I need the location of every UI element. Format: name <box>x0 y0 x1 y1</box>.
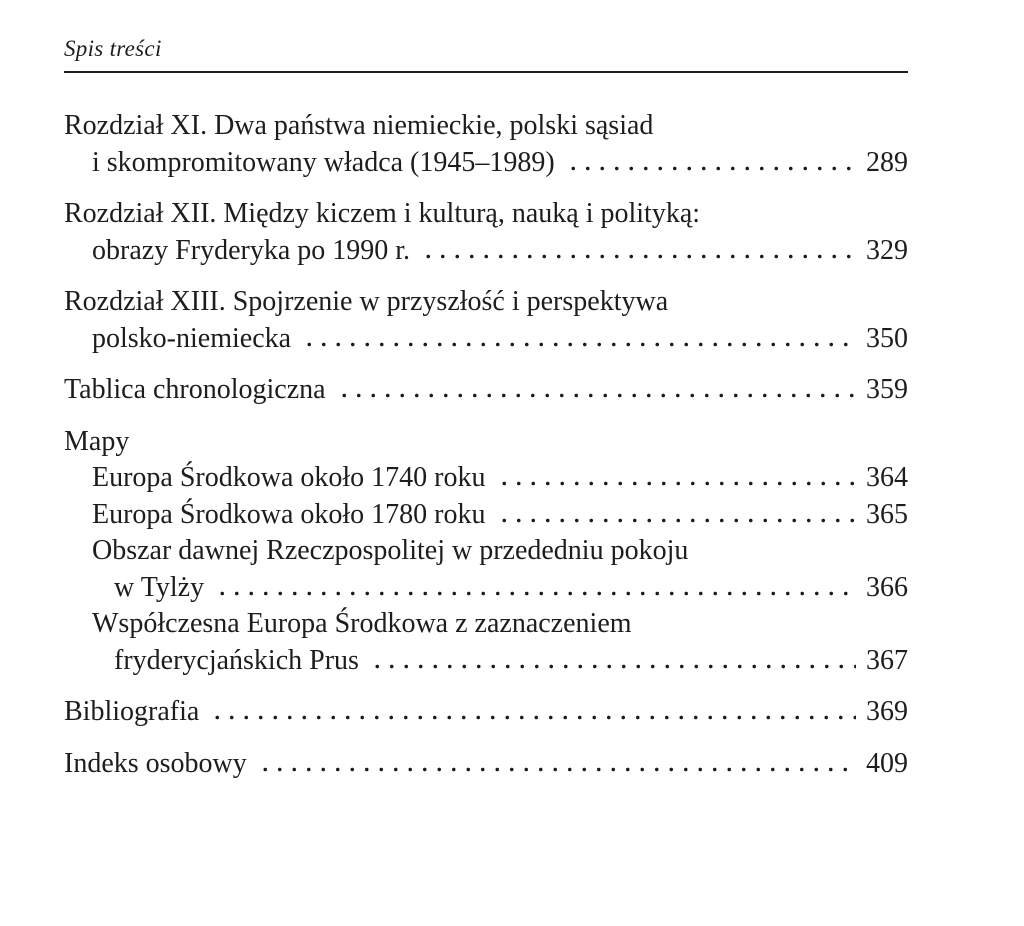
toc-line <box>64 606 908 643</box>
dot-leader <box>256 767 856 772</box>
toc-line-text: fryderycjańskich Prus <box>114 644 359 676</box>
dot-leader <box>208 715 856 720</box>
toc-line-text: Europa Środkowa około 1780 roku <box>92 498 486 530</box>
toc-line-text: obrazy Fryderyka po 1990 r. <box>92 234 411 266</box>
toc-line-text: Europa Środkowa około 1740 roku <box>92 462 486 493</box>
toc-entry-mapy <box>64 424 908 680</box>
toc-line-text: Współczesna Europa Środkowa z zaznaczeniem <box>92 608 632 639</box>
header-rule <box>64 71 908 73</box>
toc-line <box>64 460 908 497</box>
dot-leader <box>300 342 856 347</box>
toc-line <box>64 497 908 534</box>
toc-line-text: Bibliografia <box>64 696 200 727</box>
page-number: 369 <box>866 696 908 727</box>
toc-line <box>64 145 908 182</box>
toc-entry-rozdzial-xiii <box>64 284 908 357</box>
toc-line <box>64 233 908 270</box>
running-header: Spis treści <box>64 36 162 61</box>
toc-line-text: Indeks osobowy <box>64 747 247 779</box>
toc-line <box>64 284 908 321</box>
toc-line-text: Obszar dawnej Rzeczpospolitej w przededniu pokoju <box>92 535 689 566</box>
toc-entry-rozdzial-xii <box>64 196 908 269</box>
dot-leader <box>495 481 856 486</box>
page-number: 366 <box>866 571 908 603</box>
toc-entry-bibliografia <box>64 694 908 731</box>
toc-line <box>64 570 908 607</box>
toc-line-text: w Tylży <box>114 571 205 603</box>
toc-entry-indeks-osobowy <box>64 746 908 783</box>
page-number: 409 <box>866 747 908 779</box>
toc-line-text: Rozdział XII. Między kiczem i kulturą, nauką i polityką: <box>64 198 701 229</box>
toc-line-text: polsko-niemiecka <box>92 322 292 354</box>
dot-leader <box>564 166 856 171</box>
toc-list <box>64 108 908 782</box>
dot-leader <box>335 393 856 398</box>
toc-line <box>64 694 908 731</box>
page-number: 365 <box>866 498 908 530</box>
toc-line-text: Rozdział XI. Dwa państwa niemieckie, polski sąsiad <box>64 110 654 141</box>
toc-line-text: Rozdział XIII. Spojrzenie w przyszłość i perspektywa <box>64 286 669 317</box>
toc-line-text: Tablica chronologiczna <box>64 374 326 405</box>
dot-leader <box>213 591 856 596</box>
dot-leader <box>419 254 856 259</box>
dot-leader <box>495 518 856 523</box>
toc-line <box>64 533 908 570</box>
toc-line <box>64 196 908 233</box>
toc-entry-rozdzial-xi <box>64 108 908 181</box>
page-number: 359 <box>866 374 908 405</box>
toc-line <box>64 108 908 145</box>
toc-line-text: i skompromitowany władca (1945–1989) <box>92 146 555 178</box>
page-number: 350 <box>866 322 908 354</box>
toc-line <box>64 643 908 680</box>
toc-line <box>64 746 908 783</box>
toc-line <box>64 424 908 461</box>
page-number: 329 <box>866 234 908 266</box>
toc-entry-tablica-chronologiczna <box>64 372 908 409</box>
page-number: 367 <box>866 644 908 676</box>
toc-line <box>64 321 908 358</box>
dot-leader <box>368 664 856 669</box>
toc-line <box>64 372 908 409</box>
toc-line-text: Mapy <box>64 425 130 457</box>
page-number: 364 <box>866 462 908 493</box>
page-number: 289 <box>866 146 908 178</box>
